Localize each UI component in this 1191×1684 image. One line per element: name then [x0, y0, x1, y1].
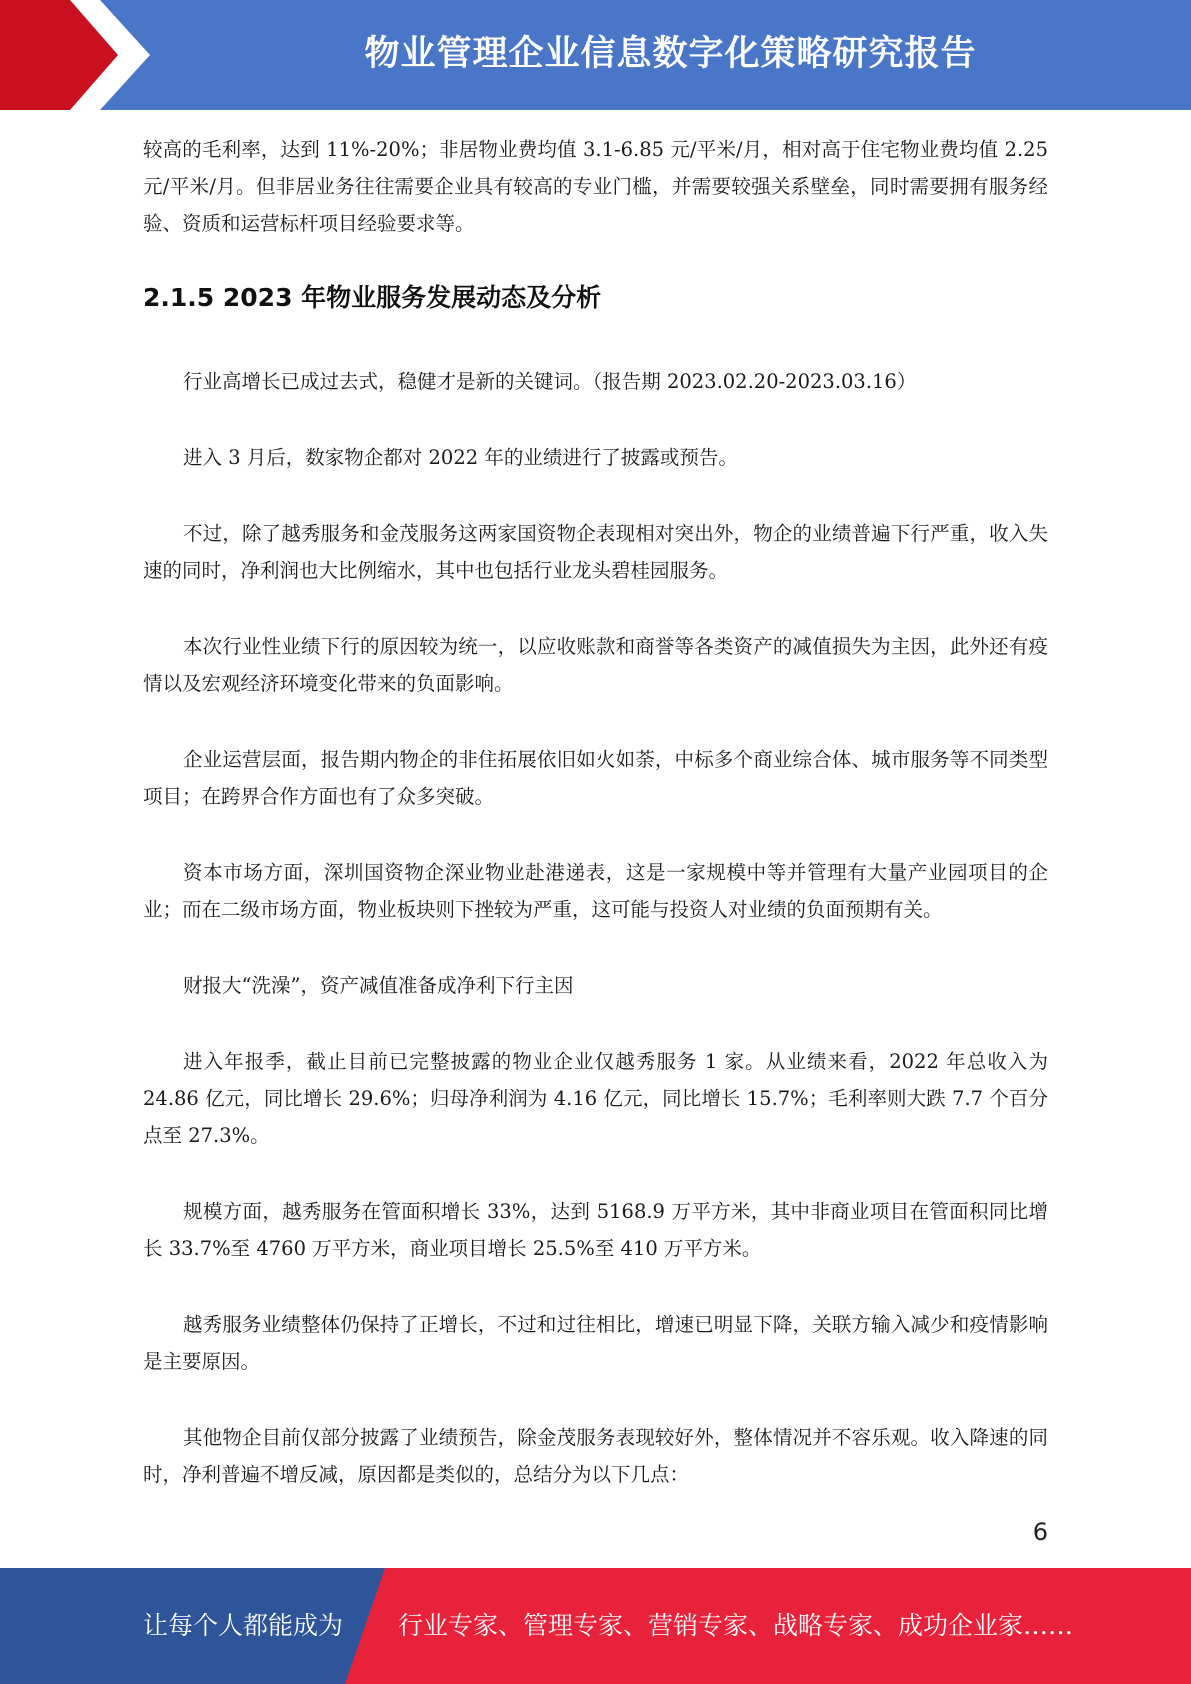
- paragraph: 越秀服务业绩整体仍保持了正增长，不过和过往相比，增速已明显下降，关联方输入减少和疫情影响是主要原因。: [143, 1313, 1048, 1373]
- page-content: [143, 131, 1048, 1532]
- paragraph: 企业运营层面，报告期内物企的非住拓展依旧如火如荼，中标多个商业综合体、城市服务等不同类型项目；在跨界合作方面也有了众多突破。: [143, 748, 1048, 808]
- paragraph: 进入年报季，截止目前已完整披露的物业企业仅越秀服务 1 家。从业绩来看，2022 年总收入为 24.86 亿元，同比增长 29.6%；归母净利润为 4.16 亿元，同比增长 15.7%；毛利率则大跌 7.7 个百分点至 27.3%。: [143, 1050, 1048, 1147]
- paragraph: 资本市场方面，深圳国资物企深业物业赴港递表，这是一家规模中等并管理有大量产业园项目的企业；而在二级市场方面，物业板块则下挫较为严重，这可能与投资人对业绩的负面预期有关。: [143, 861, 1048, 921]
- paragraph: 行业高增长已成过去式，稳健才是新的关键词。（报告期 2023.02.20-2023.03.16）: [183, 370, 917, 393]
- paragraph: 本次行业性业绩下行的原因较为统一，以应收账款和商誉等各类资产的减值损失为主因，此外还有疫情以及宏观经济环境变化带来的负面影响。: [143, 635, 1048, 695]
- section-heading: 2.1.5 2023 年物业服务发展动态及分析: [143, 283, 602, 312]
- page-footer: [0, 1568, 1191, 1684]
- paragraph: 不过，除了越秀服务和金茂服务这两家国资物企表现相对突出外，物企的业绩普遍下行严重，收入失速的同时，净利润也大比例缩水，其中也包括行业龙头碧桂园服务。: [143, 522, 1048, 582]
- document-title: 物业管理企业信息数字化策略研究报告: [364, 34, 977, 74]
- paragraph: 其他物企目前仅部分披露了业绩预告，除金茂服务表现较好外，整体情况并不容乐观。收入降速的同时，净利普遍不增反减，原因都是类似的，总结分为以下几点：: [143, 1426, 1048, 1486]
- intro-paragraph: 较高的毛利率，达到 11%-20%；非居物业费均值 3.1-6.85 元/平米/月，相对高于住宅物业费均值 2.25 元/平米/月。但非居业务往往需要企业具有较高的专业门槛，并需要较强关系壁垒，同时需要拥有服务经验、资质和运营标杆项目经验要求等。: [143, 138, 1048, 235]
- footer-slogan-left: 让每个人都能成为: [143, 1611, 344, 1640]
- paragraph: 规模方面，越秀服务在管面积增长 33%，达到 5168.9 万平方米，其中非商业项目在管面积同比增长 33.7%至 4760 万平方米，商业项目增长 25.5%至 410 万平方米。: [143, 1200, 1048, 1260]
- footer-slogan-right: 行业专家、管理专家、营销专家、战略专家、成功企业家……: [398, 1611, 1074, 1640]
- page-number: 6: [1032, 1518, 1048, 1546]
- page-header: [0, 0, 1191, 110]
- paragraph: 财报大“洗澡”，资产减值准备成净利下行主因: [183, 974, 574, 997]
- paragraph: 进入 3 月后，数家物企都对 2022 年的业绩进行了披露或预告。: [183, 446, 738, 469]
